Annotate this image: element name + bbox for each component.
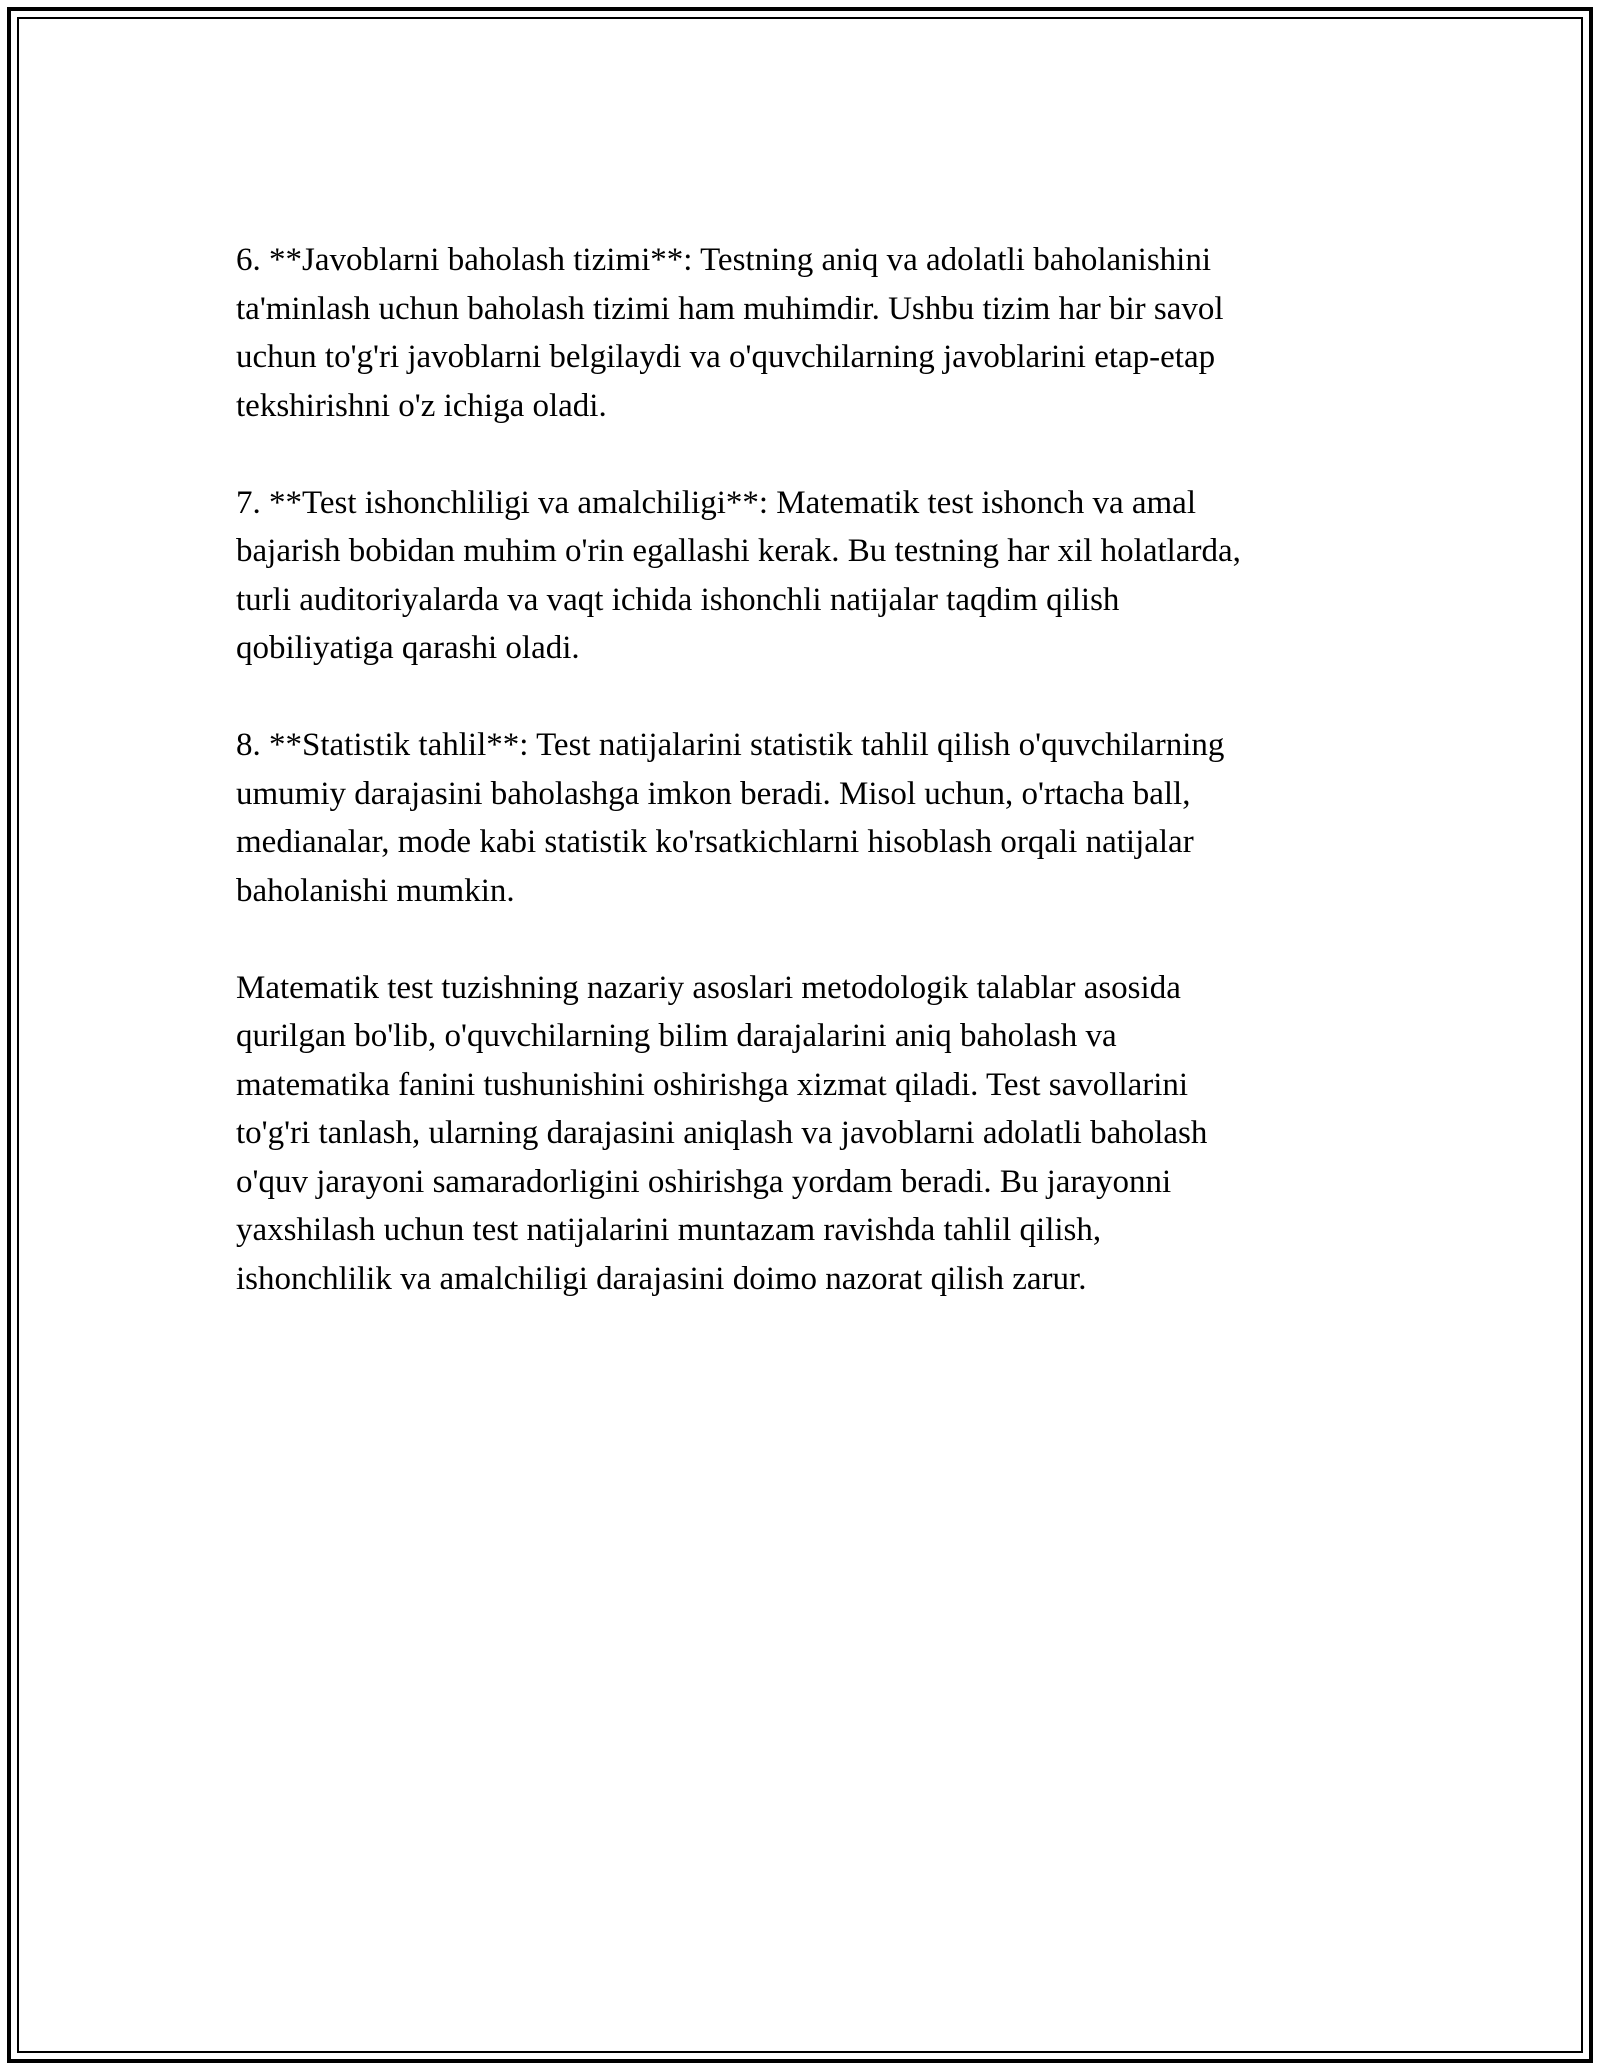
text-line: medianalar, mode kabi statistik ko'rsatkichlarni hisoblash orqali natijalar bbox=[236, 824, 1194, 860]
text-line: ta'minlash uchun baholash tizimi ham muhimdir. Ushbu tizim har bir savol bbox=[236, 290, 1224, 327]
text-line: umumiy darajasini baholashga imkon beradi. Misol uchun, o'rtacha ball, bbox=[236, 775, 1191, 812]
text-line: Matematik test tuzishning nazariy asoslari metodologik talablar asosida bbox=[236, 969, 1181, 1006]
paragraph-item-7 bbox=[236, 479, 1376, 673]
text-line: ishonchlilik va amalchiligi darajasini doimo nazorat qilish zarur. bbox=[236, 1260, 1087, 1297]
paragraph-conclusion bbox=[236, 964, 1376, 1304]
text-line: 7. **Test ishonchliligi va amalchiligi**: Matematik test ishonch va amal bbox=[236, 484, 1196, 521]
paragraph-item-8 bbox=[236, 721, 1376, 915]
text-line: tekshirishni o'z ichiga oladi. bbox=[236, 387, 607, 424]
text-line: 6. **Javoblarni baholash tizimi**: Testning aniq va adolatli baholanishini bbox=[236, 242, 1211, 278]
text-line: bajarish bobidan muhim o'rin egallashi kerak. Bu testning har xil holatlarda, bbox=[236, 533, 1241, 569]
document-body bbox=[236, 236, 1376, 1352]
text-line: uchun to'g'ri javoblarni belgilaydi va o'quvchilarning javoblarini etap-etap bbox=[236, 339, 1216, 375]
text-line: qurilgan bo'lib, o'quvchilarning bilim darajalarini aniq baholash va bbox=[236, 1018, 1117, 1054]
text-line: matematika fanini tushunishini oshirishga xizmat qiladi. Test savollarini bbox=[236, 1066, 1189, 1103]
text-line: to'g'ri tanlash, ularning darajasini aniqlash va javoblarni adolatli baholash bbox=[236, 1115, 1208, 1151]
text-line: 8. **Statistik tahlil**: Test natijalarini statistik tahlil qilish o'quvchilarning bbox=[236, 727, 1225, 763]
text-line: o'quv jarayoni samaradorligini oshirishga yordam beradi. Bu jarayonni bbox=[236, 1163, 1172, 1200]
text-line: baholanishi mumkin. bbox=[236, 872, 515, 909]
paragraph-item-6 bbox=[236, 236, 1376, 430]
text-line: qobiliyatiga qarashi oladi. bbox=[236, 630, 580, 666]
text-line: yaxshilash uchun test natijalarini muntazam ravishda tahlil qilish, bbox=[236, 1212, 1102, 1248]
text-line: turli auditoriyalarda va vaqt ichida ishonchli natijalar taqdim qilish bbox=[236, 581, 1120, 618]
